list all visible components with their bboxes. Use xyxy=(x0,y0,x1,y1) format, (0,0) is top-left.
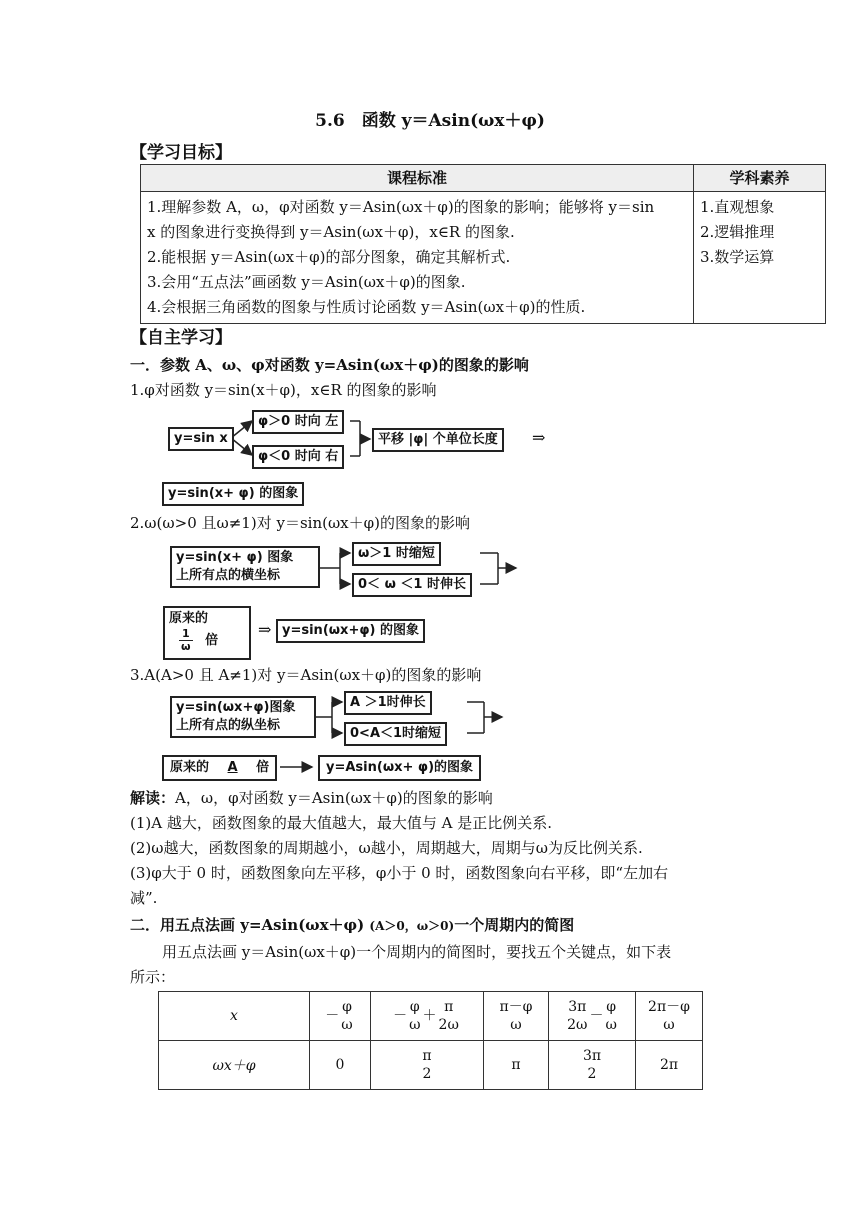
d3-orig-label: 原来的 xyxy=(170,760,210,775)
phase4-num: 3π xyxy=(582,1048,602,1064)
x-cell-5 xyxy=(636,992,703,1041)
part2-intro-line1: 用五点法画 y＝Asin(ωx＋φ)一个周期内的简图时，要找五个关键点，如下表 xyxy=(162,943,672,961)
phase-cell-3: π xyxy=(484,1041,549,1090)
part2-heading xyxy=(130,914,574,935)
reading-label: 解读： xyxy=(130,789,176,807)
standard-line: 1.理解参数 A，ω，φ对函数 y＝Asin(ωx＋φ)的图象的影响；能够将 y＝sin xyxy=(147,198,655,216)
d3-orig-suffix: 倍 xyxy=(256,760,270,775)
d3-orig-blank: A xyxy=(227,760,238,775)
x4-den-a: 2ω xyxy=(567,1017,588,1033)
x-cell-3 xyxy=(484,992,549,1041)
section-goals-heading: 【学习目标】 xyxy=(130,143,232,163)
x2-num-b: π xyxy=(444,999,454,1015)
row-label-x: x xyxy=(159,992,310,1041)
x2-frac-b xyxy=(437,998,461,1034)
x5-frac xyxy=(646,998,692,1034)
x3-frac xyxy=(497,998,534,1034)
reading-point-2: (2)ω越大，函数图象的周期越小，ω越小，周期越大，周期与ω为反比例关系. xyxy=(130,839,643,857)
phase4-den: 2 xyxy=(587,1066,597,1082)
x1-frac xyxy=(339,998,354,1034)
reading-point-1: (1)A 越大，函数图象的最大值越大，最大值与 A 是正比例关系. xyxy=(130,814,552,832)
phase-cell-2 xyxy=(371,1041,484,1090)
x3-num: π－φ xyxy=(499,999,533,1015)
d1-start-box: y=sin x xyxy=(168,427,234,451)
d3-start-line2: 上所有点的纵坐标 xyxy=(176,718,281,733)
phase-cell-5: 2π xyxy=(636,1041,703,1090)
x4-frac-a xyxy=(565,998,589,1034)
phase2-den: 2 xyxy=(422,1066,432,1082)
d1-implies-arrow: ⇒ xyxy=(532,428,546,447)
d2-start-box xyxy=(170,546,320,588)
x4-minus: － xyxy=(589,1008,604,1024)
table-row-phase xyxy=(159,1041,703,1090)
d1-result-box: y=sin(x+ φ) 的图象 xyxy=(162,482,304,506)
standard-line: 3.会用“五点法”画函数 y＝Asin(ωx＋φ)的图象. xyxy=(147,273,466,291)
item3-text: 3.A(A>0 且 A≠1)对 y＝Asin(ωx＋φ)的图象的影响 xyxy=(130,666,482,684)
table-row-x xyxy=(159,992,703,1041)
x2-plus: ＋ xyxy=(422,1008,437,1024)
x1-num: φ xyxy=(342,999,352,1015)
section-self-heading: 【自主学习】 xyxy=(130,328,232,348)
x2-frac-a xyxy=(407,998,422,1034)
literacy-item: 2.逻辑推理 xyxy=(700,223,775,241)
d2-orig-fraction xyxy=(179,628,193,653)
x2-sign: － xyxy=(393,1008,408,1024)
x1-sign: － xyxy=(325,1008,340,1024)
d2-implies-arrow: ⇒ xyxy=(258,620,272,639)
d2-upper-box: ω＞1 时缩短 xyxy=(352,542,441,566)
x5-den: ω xyxy=(663,1017,675,1033)
x-cell-1 xyxy=(310,992,371,1041)
d2-start-line1: y=sin(x+ φ) 图象 xyxy=(176,550,294,565)
x4-frac-b xyxy=(603,998,618,1034)
d3-result-box: y=Asin(ωx+ φ)的图象 xyxy=(318,755,481,781)
x2-den-a: ω xyxy=(409,1017,421,1033)
part2-heading-c: 一个周期内的简图 xyxy=(454,916,575,934)
x1-den: ω xyxy=(341,1017,353,1033)
d1-lower-box: φ＜0 时向 右 xyxy=(252,445,344,469)
d2-orig-den: ω xyxy=(181,640,191,653)
phase2-num: π xyxy=(422,1048,432,1064)
d1-shift-box: 平移 |φ| 个单位长度 xyxy=(372,428,504,452)
page-title: 5.6 函数 y＝Asin(ωx＋φ) xyxy=(315,111,545,131)
d2-orig-label: 原来的 xyxy=(169,611,209,626)
row-label-phase: ωx＋φ xyxy=(159,1041,310,1090)
x-cell-4 xyxy=(549,992,636,1041)
d3-orig-box xyxy=(162,755,277,781)
reading-point-3a: (3)φ大于 0 时，函数图象向左平移，φ小于 0 时，函数图象向右平移，即“左加右 xyxy=(130,864,669,882)
part2-intro-line2: 所示： xyxy=(130,968,176,986)
d2-orig-num: 1 xyxy=(179,628,193,641)
five-point-table xyxy=(158,991,703,1090)
item2-text: 2.ω(ω>0 且ω≠1)对 y＝sin(ωx＋φ)的图象的影响 xyxy=(130,514,470,532)
d2-result-box: y=sin(ωx+φ) 的图象 xyxy=(276,619,425,643)
part2-heading-a: 二．用五点法画 y=Asin(ωx＋φ) xyxy=(130,916,365,934)
x-cell-2 xyxy=(371,992,484,1041)
phase-cell-4 xyxy=(549,1041,636,1090)
d2-lower-box: 0＜ ω ＜1 时伸长 xyxy=(352,573,472,597)
goals-header-standard: 课程标准 xyxy=(141,165,694,192)
standard-line: 4.会根据三角函数的图象与性质讨论函数 y＝Asin(ωx＋φ)的性质. xyxy=(147,298,586,316)
d2-start-line2: 上所有点的横坐标 xyxy=(176,568,281,583)
x4-num-a: 3π xyxy=(568,999,587,1015)
d1-upper-box: φ＞0 时向 左 xyxy=(252,410,344,434)
literacy-item: 3.数学运算 xyxy=(700,248,775,266)
d3-start-box xyxy=(170,696,316,738)
reading-text: A，ω，φ对函数 y＝Asin(ωx＋φ)的图象的影响 xyxy=(175,789,493,807)
d3-start-line1: y=sin(ωx+φ)图象 xyxy=(176,700,296,715)
part2-heading-b: (A＞0，ω＞0) xyxy=(369,919,455,933)
standard-line: 2.能根据 y＝Asin(ωx＋φ)的部分图象，确定其解析式. xyxy=(147,248,511,266)
x4-num-b: φ xyxy=(606,999,617,1015)
standard-line: x 的图象进行变换得到 y＝Asin(ωx＋φ)，x∈R 的图象. xyxy=(147,223,515,241)
goals-header-literacy: 学科素养 xyxy=(694,165,826,192)
d2-orig-frac-row xyxy=(179,628,245,653)
d2-orig-suffix: 倍 xyxy=(205,633,219,648)
x5-num: 2π－φ xyxy=(648,999,690,1015)
reading-point-3b: 减”. xyxy=(130,889,158,907)
literacy-item: 1.直观想象 xyxy=(700,198,775,216)
item1-text: 1.φ对函数 y＝sin(x＋φ)，x∈R 的图象的影响 xyxy=(130,381,437,399)
reading-line xyxy=(130,787,493,808)
x3-den: ω xyxy=(510,1017,522,1033)
d3-upper-box: A ＞1时伸长 xyxy=(344,691,432,715)
phase4-frac xyxy=(581,1047,603,1083)
x2-den-b: 2ω xyxy=(438,1017,459,1033)
x4-den-b: ω xyxy=(605,1017,617,1033)
phase2-frac xyxy=(420,1047,433,1083)
d2-orig-box xyxy=(163,606,251,660)
d3-lower-box: 0<A＜1时缩短 xyxy=(344,722,447,746)
part1-heading: 一．参数 A、ω、φ对函数 y=Asin(ωx＋φ)的图象的影响 xyxy=(130,356,529,374)
phase-cell-1: 0 xyxy=(310,1041,371,1090)
x2-num-a: φ xyxy=(409,999,420,1015)
